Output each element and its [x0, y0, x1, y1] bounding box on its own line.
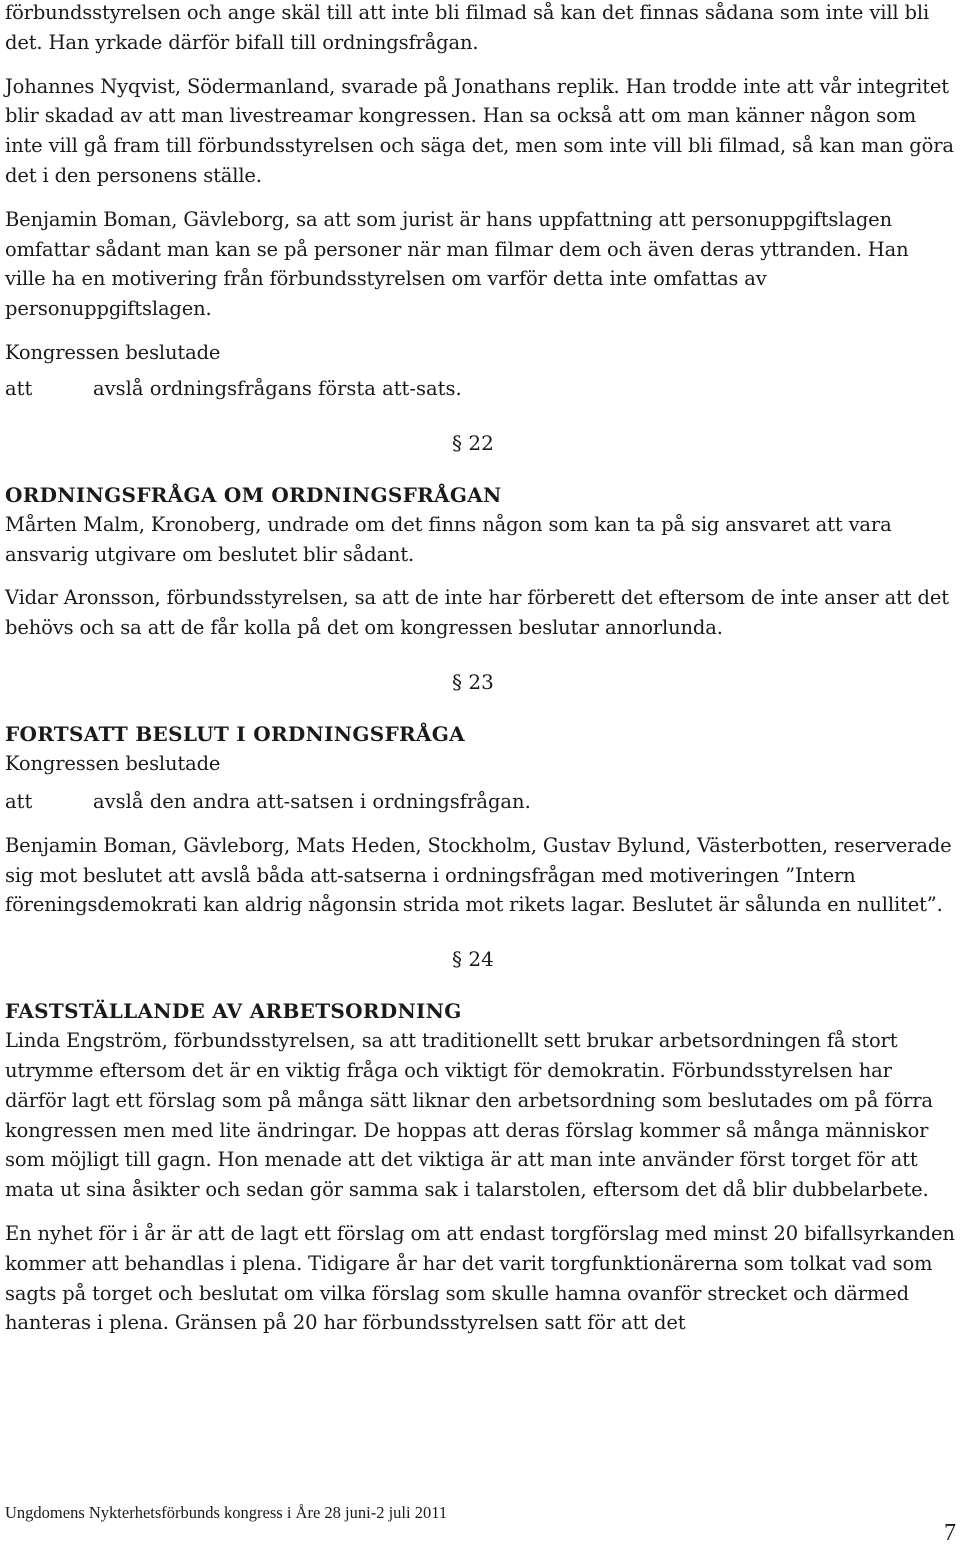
- document-page: [5, 0, 955, 1338]
- paragraph: Benjamin Boman, Gävleborg, sa att som jurist är hans uppfattning att personuppgiftslagen omfattar sådant man kan se på personer när man filmar dem och även deras yttranden. Han ville ha en motivering från förbundsstyrelsen om varför detta inte omfattas av personuppgiftslagen.: [5, 207, 909, 321]
- page-number: 7: [944, 1520, 956, 1546]
- section-number: § 22: [452, 430, 494, 455]
- paragraph: Vidar Aronsson, förbundsstyrelsen, sa att de inte har förberett det eftersom de inte anser att det behövs och sa att de får kolla på det om kongressen beslutar annorlunda.: [5, 586, 949, 640]
- decision-value: avslå den andra att-satsen i ordningsfrågan.: [93, 789, 531, 813]
- decision-value: avslå ordningsfrågans första att-sats.: [93, 376, 462, 400]
- decision-intro: Kongressen beslutade: [5, 340, 221, 364]
- decision-line: [5, 787, 955, 817]
- section-heading: ORDNINGSFRÅGA OM ORDNINGSFRÅGAN: [5, 482, 502, 507]
- section-heading: FORTSATT BESLUT I ORDNINGSFRÅGA: [5, 721, 465, 746]
- paragraph: En nyhet för i år är att de lagt ett förslag om att endast torgförslag med minst 20 bifallsyrkanden kommer att behandlas i plena. Tidigare år har det varit torgfunktionärerna som tolkat vad som sagts på torget och beslutat om vilka förslag som skulle hamna ovanför strecket och därmed hanteras i plena. Gränsen på 20 har förbundsstyrelsen satt för att det: [5, 1221, 955, 1335]
- section-heading: FASTSTÄLLANDE AV ARBETSORDNING: [5, 999, 462, 1024]
- paragraph: Johannes Nyqvist, Södermanland, svarade på Jonathans replik. Han trodde inte att vår integritet blir skadad av att man livestreamar kongressen. Han sa också att om man känner någon som inte vill gå fram till förbundsstyrelsen och säga det, men som inte vill bli filmad, så kan man göra det i den personens ställe.: [5, 74, 954, 187]
- decision-key: att: [5, 376, 33, 400]
- paragraph: förbundsstyrelsen och ange skäl till att inte bli filmad så kan det finnas sådana som inte vill bli det. Han yrkade därför bifall till ordningsfrågan.: [5, 1, 930, 54]
- paragraph: Mårten Malm, Kronoberg, undrade om det finns någon som kan ta på sig ansvaret att vara ansvarig utgivare om beslutet blir sådant.: [5, 512, 892, 566]
- page-footer: Ungdomens Nykterhetsförbunds kongress i Åre 28 juni-2 juli 2011: [5, 1503, 448, 1522]
- paragraph: Benjamin Boman, Gävleborg, Mats Heden, Stockholm, Gustav Bylund, Västerbotten, reserverade sig mot beslutet att avslå båda att-satserna i ordningsfrågan med motiveringen ”Intern föreningsdemokrati kan aldrig någonsin strida mot rikets lagar. Beslutet är sålunda en nullitet”.: [5, 833, 952, 917]
- section-number: § 23: [452, 669, 494, 694]
- decision-key: att: [5, 789, 33, 813]
- paragraph: Linda Engström, förbundsstyrelsen, sa att traditionellt sett brukar arbetsordningen få stort utrymme eftersom det är en viktig fråga och viktigt för demokratin. Förbundsstyrelsen har därför lagt ett förslag som på många sätt liknar den arbetsordning som beslutades om på förra kongressen men med lite ändringar. De hoppas att deras förslag kommer så många människor som möjligt till gagn. Hon menade att det viktiga är att man inte använder först torget för att mata ut sina åsikter och sedan gör samma sak i talarstolen, eftersom det då blir dubbelarbete.: [5, 1029, 933, 1202]
- decision-intro: Kongressen beslutade: [5, 751, 221, 775]
- decision-line: [5, 374, 955, 404]
- section-number: § 24: [452, 947, 494, 972]
